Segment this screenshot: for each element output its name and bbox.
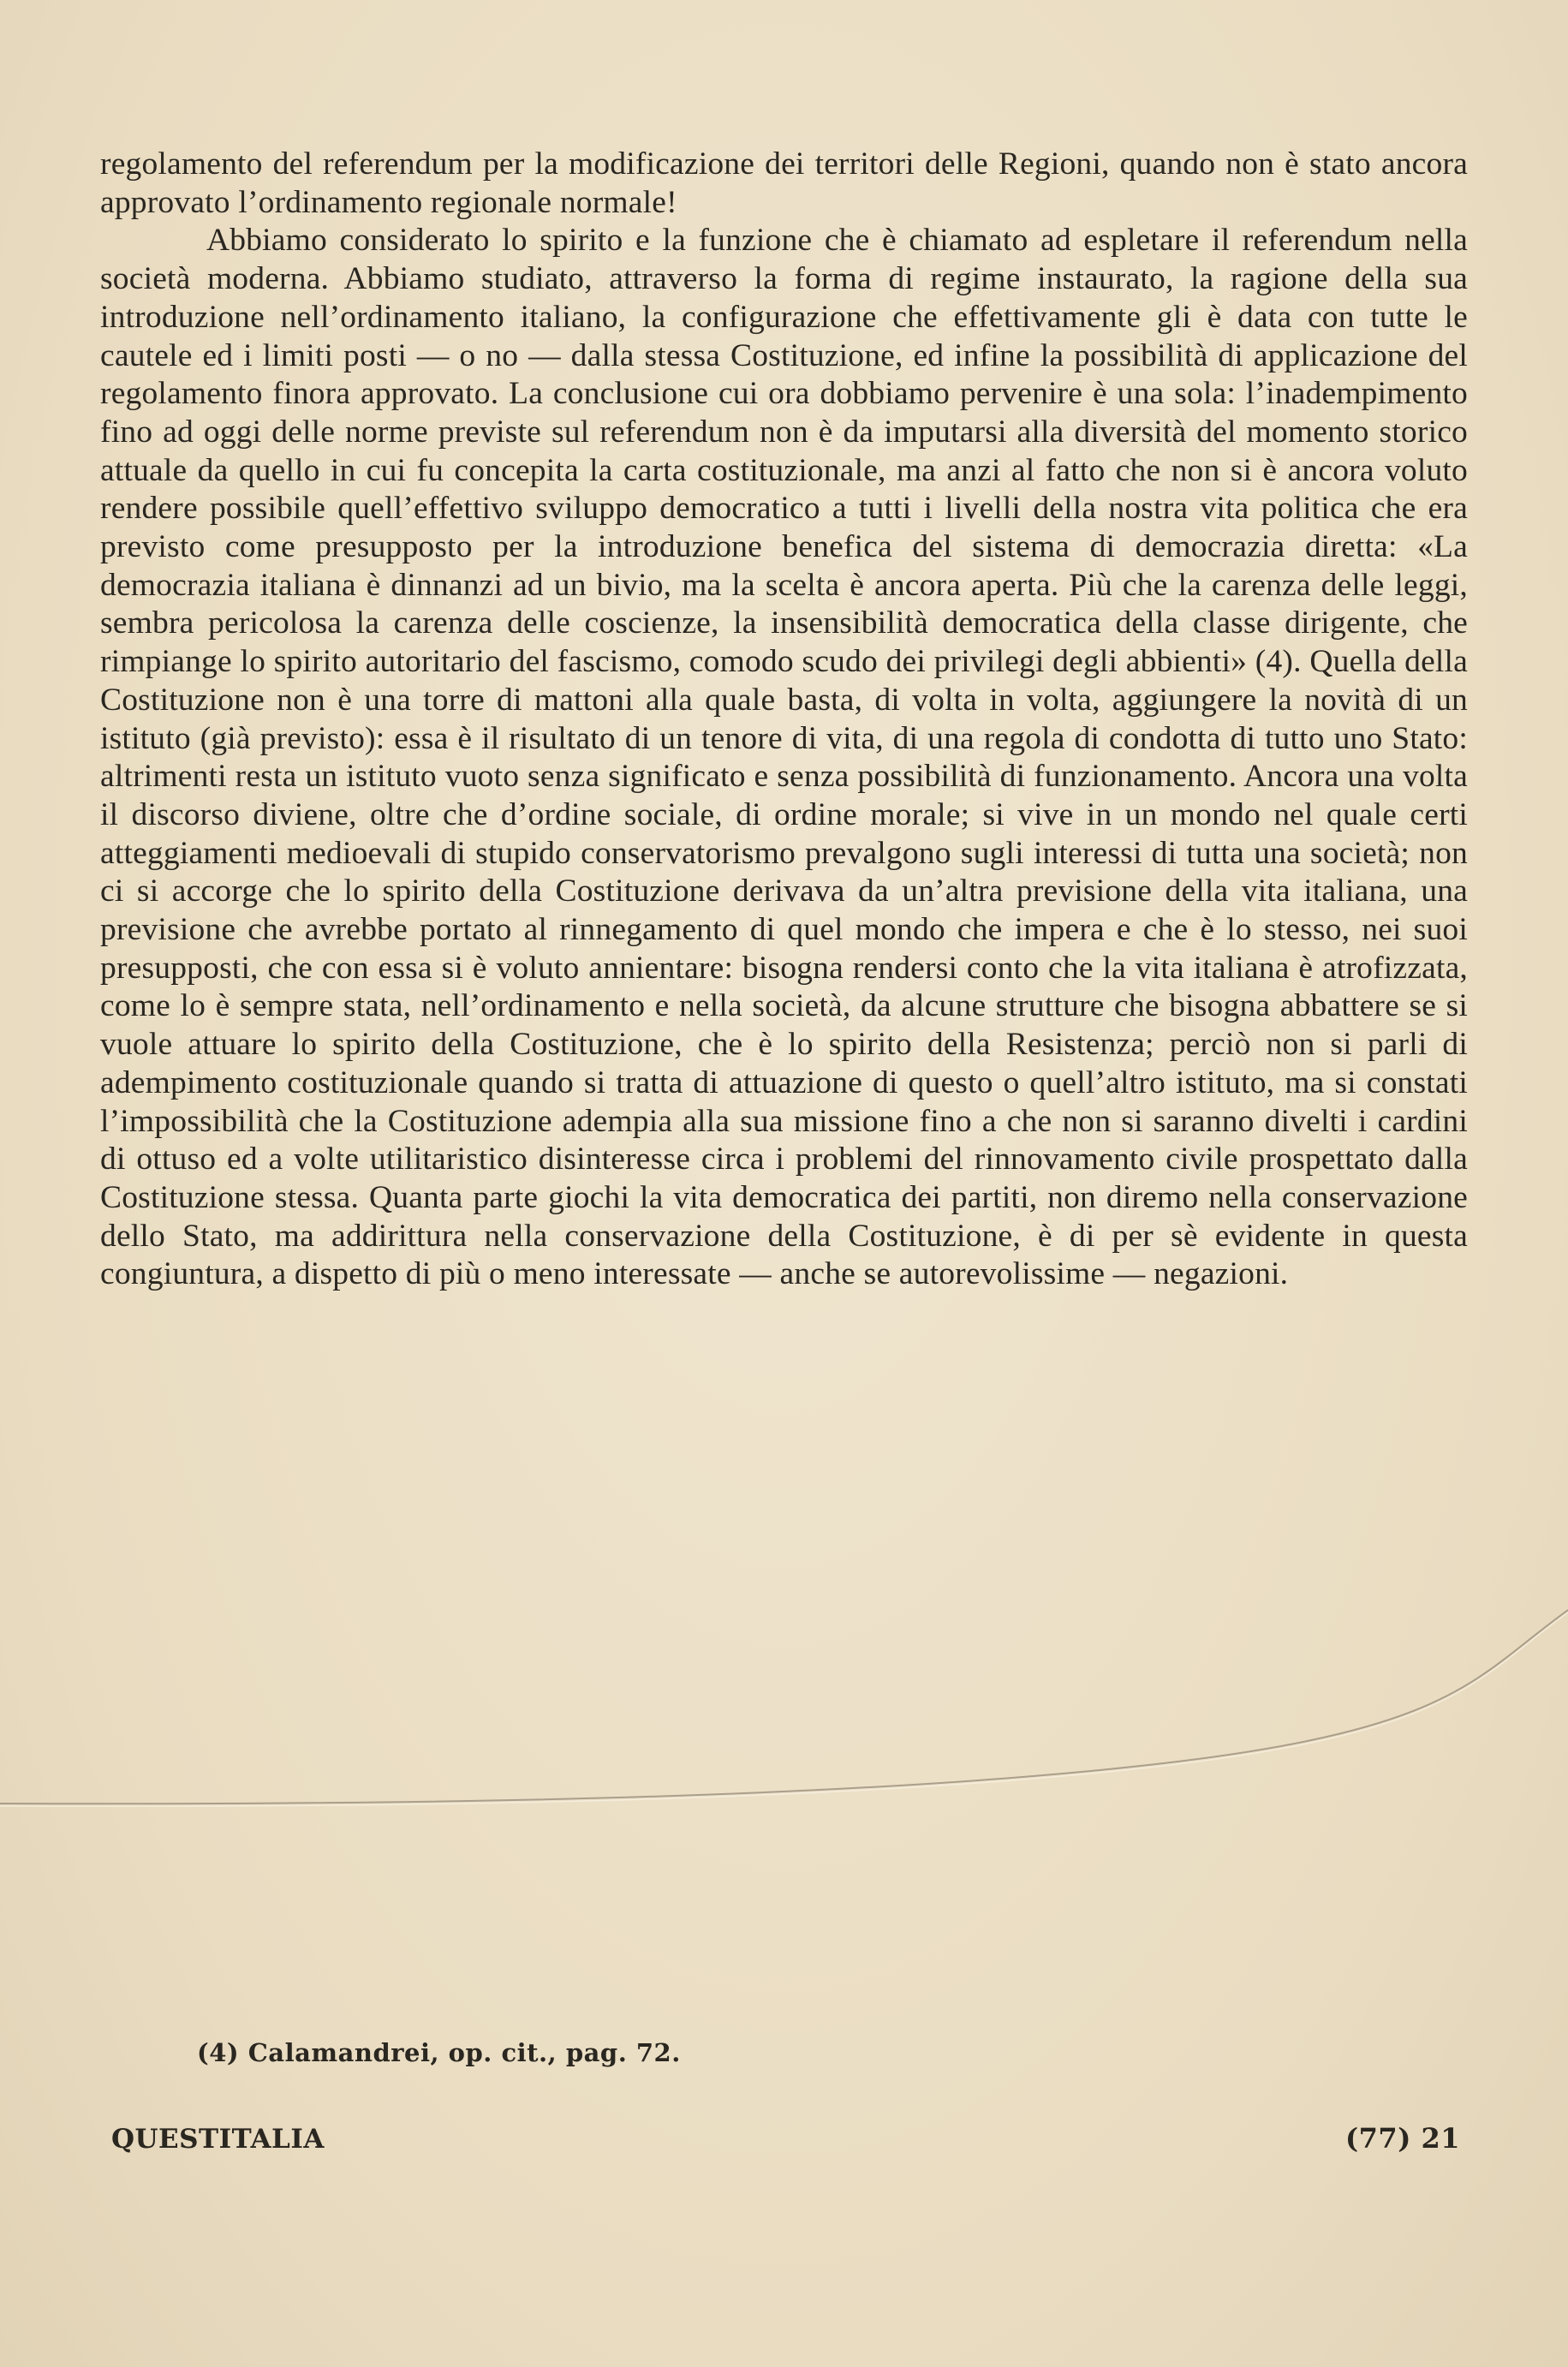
page-number: (77) 21 [1345,2122,1460,2155]
footnote: (4) Calamandrei, op. cit., pag. 72. [197,2038,681,2067]
journal-name: QUESTITALIA [111,2124,325,2155]
paragraph-2: Abbiamo considerato lo spirito e la funzione che è chiamato ad espletare il referendum nella società moderna. Abbiamo studiato, attraverso la forma di regime instaurato, la ragione della sua introduzione nell’ordinamento italiano, la configurazione che effettivamente gli è data con tutte le cautele ed i limiti posti — o no — dalla stessa Costituzione, ed infine la possibilità di applicazione del regolamento finora approvato. La conclusione cui ora dobbiamo pervenire è una sola: l’inadempimento fino ad oggi delle norme previste sul referendum non è da imputarsi alla diversità del momento storico attuale da quello in cui fu concepita la carta costituzionale, ma anzi al fatto che non si è ancora voluto rendere possibile quell’effettivo sviluppo democratico a tutti i livelli della nostra vita politica che era previsto come presupposto per la introduzione benefica del sistema di democrazia diretta: «La democrazia italiana è dinnanzi ad un bivio, ma la scelta è ancora aperta. Più che la carenza delle leggi, sembra pericolosa la carenza delle coscienze, la insensibilità democratica della classe dirigente, che rimpiange lo spirito autoritario del fascismo, comodo scudo dei privilegi degli abbienti» (4). Quella della Costituzione non è una torre di mattoni alla quale basta, di volta in volta, aggiungere la novità di un istituto (già previsto): essa è il risultato di un tenore di vita, di una regola di condotta di tutto uno Stato: altrimenti resta un istituto vuoto senza significato e senza possibilità di funzionamento. Ancora una volta il discorso diviene, oltre che d’ordine sociale, di ordine morale; si vive in un mondo nel quale certi atteggiamenti medioevali di stupido conservatorismo prevalgono sugli interessi di tutta una società; non ci si accorge che lo spirito della Costituzione derivava da un’altra previsione della vita italiana, una previsione che avrebbe portato al rinnegamento di quel mondo che impera e che è lo stesso, nei suoi presupposti, che con essa si è voluto annientare: bisogna rendersi conto che la vita italiana è atrofizzata, come lo è sempre stata, nell’ordinamento e nella società, da alcune strutture che bisogna abbattere se si vuole attuare lo spirito della Costituzione, che è lo spirito della Resistenza; perciò non si parli di adempimento costituzionale quando si tratta di attuazione di questo o quell’altro istituto, ma si constati l’impossibilità che la Costituzione adempia alla sua missione fino a che non si saranno divelti i cardini di ottuso ed a volte utilitaristico disinteresse circa i problemi del rinnovamento civile prospettato dalla Costituzione stessa. Quanta parte giochi la vita democratica dei partiti, non diremo nella conservazione dello Stato, ma addirittura nella conservazione della Costituzione, è di per sè evidente in questa congiuntura, a dispetto di più o meno interessate — anche se autorevolissime — negazioni. [100,223,1468,1292]
paper-fold-crease [0,1584,1568,1815]
paragraph-1: regolamento del referendum per la modificazione dei territori delle Regioni, quando non è stato ancora approvato l’ordinamento regionale normale! [100,146,1468,220]
body-text [100,146,1468,1294]
